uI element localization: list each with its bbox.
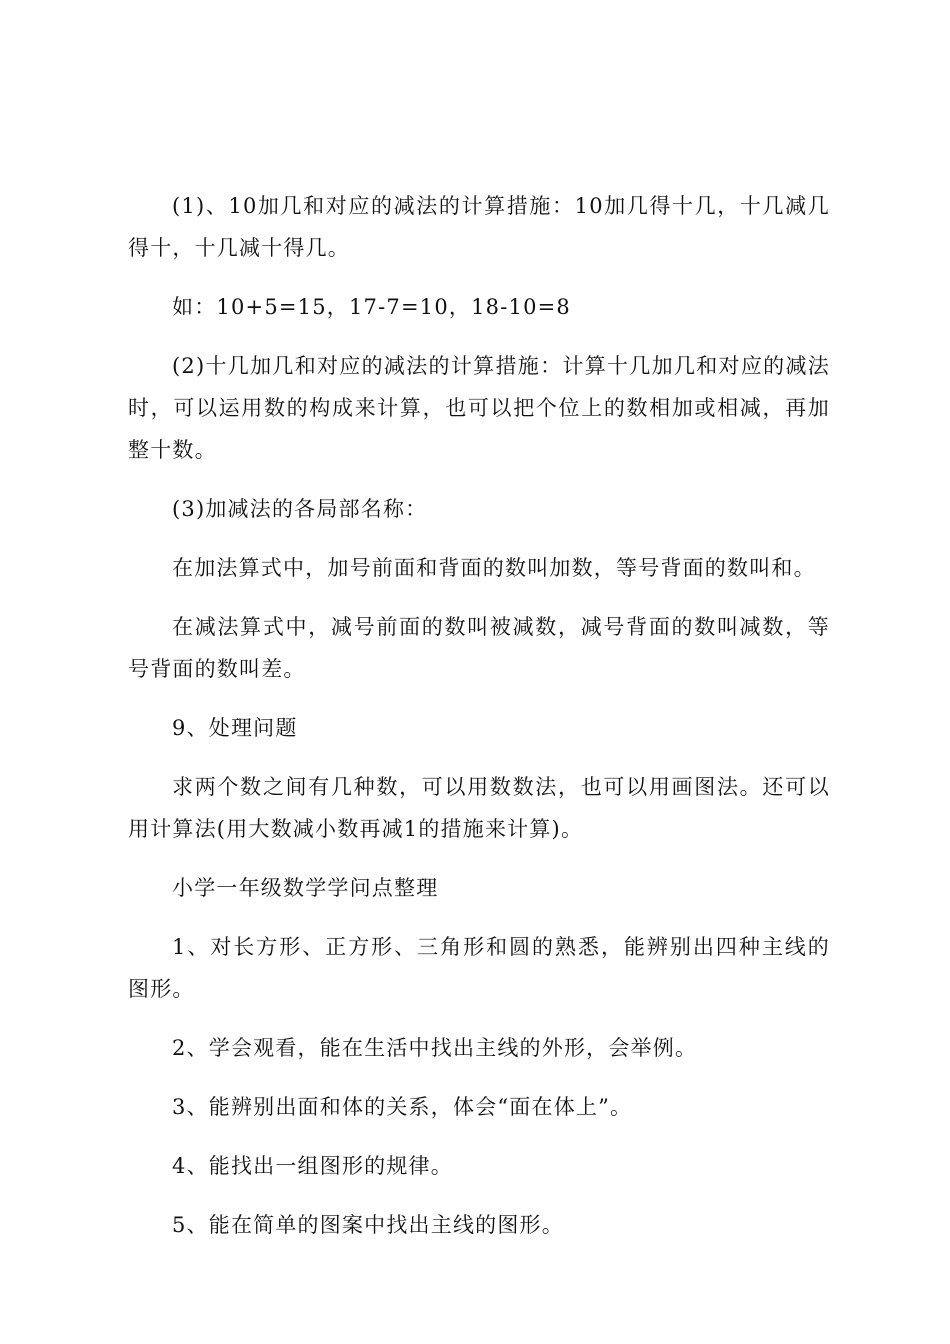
- paragraph-1: (1)、10加几和对应的减法的计算措施：10加几得十几，十几减几得十，十几减十得几。: [128, 194, 830, 260]
- paragraph-2: (2)十几加几和对应的减法的计算措施：计算十几加几和对应的减法时，可以运用数的构成来计算，也可以把个位上的数相加或相减，再加整十数。: [128, 354, 830, 462]
- paragraph-addition-terms: 在加法算式中，加号前面和背面的数叫加数，等号背面的数叫和。: [172, 556, 816, 580]
- section-title-grade1-math: 小学一年级数学学问点整理: [172, 876, 439, 900]
- paragraph-subtraction-terms: 在减法算式中，减号前面的数叫被减数，减号背面的数叫减数，等号背面的数叫差。: [128, 615, 830, 681]
- paragraph-3: (3)加减法的各局部名称：: [172, 497, 428, 521]
- document-body: [128, 185, 830, 1246]
- paragraph-counting-methods: 求两个数之间有几种数，可以用数数法，也可以用画图法。还可以用计算法(用大数减小数再减1的措施来计算)。: [128, 775, 830, 841]
- section-heading-9: 9、处理问题: [172, 716, 298, 740]
- list-item-2: 2、学会观看，能在生活中找出主线的外形，会举例。: [172, 1036, 698, 1060]
- paragraph-example: 如：10+5=15，17-7=10，18-10=8: [172, 295, 571, 319]
- list-item-1: 1、对长方形、正方形、三角形和圆的熟悉，能辨别出四种主线的图形。: [128, 935, 830, 1001]
- list-item-4: 4、能找出一组图形的规律。: [172, 1154, 453, 1178]
- list-item-3: 3、能辨别出面和体的关系，体会“面在体上”。: [172, 1095, 633, 1119]
- list-item-5: 5、能在简单的图案中找出主线的图形。: [172, 1213, 564, 1237]
